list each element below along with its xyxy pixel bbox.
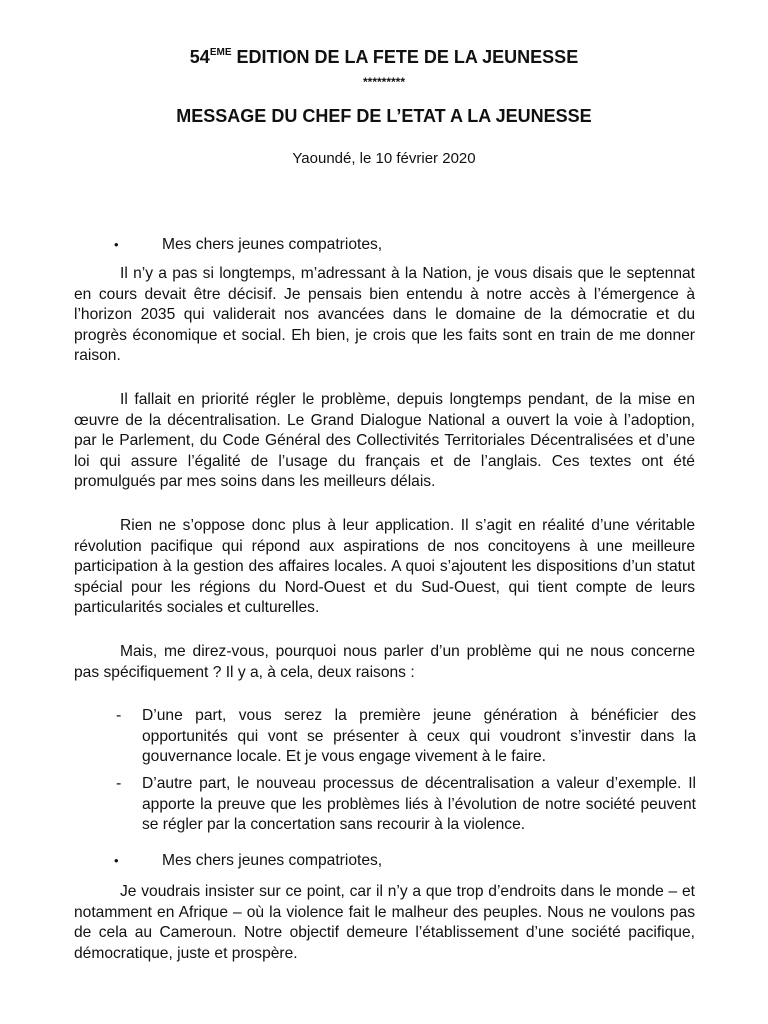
salutation-1-text: Mes chers jeunes compatriotes,: [162, 236, 383, 253]
paragraph-1-text: Il n’y a pas si longtemps, m’adressant à la Nation, je vous disais que le septennat en cours devait être décisif. Je pensais bien entendu à notre accès à l’émergence à l’horizon 2035 qui validerait nos avancées dans le domaine de la démocratie et du progrès économique et social. Eh bien, je crois que les faits sont en train de me donner raison.: [74, 265, 695, 364]
dateline: Yaoundé, le 10 février 2020: [292, 150, 476, 167]
bullet-icon: •: [114, 237, 119, 252]
dash-list-item-1-text: D’une part, vous serez la première jeune génération à bénéficier des opportunités qui vont se présenter à ceux qui voudront s’investir dans la gouvernance locale. Et je vous engage vivement à le faire.: [142, 707, 696, 765]
document-title: [0, 46, 768, 68]
dash-list-item-2-text: D’autre part, le nouveau processus de décentralisation a valeur d’exemple. Il apporte la preuve que les problèmes liés à l’évolution de notre société peuvent se régler par la concertation sans recourir à la violence.: [142, 775, 696, 833]
paragraph-4-text: Mais, me direz-vous, pourquoi nous parler d’un problème qui ne nous concerne pas spécifiquement ? Il y a, à cela, deux raisons :: [74, 643, 695, 681]
title-number: 54: [189, 47, 210, 67]
paragraph-2-text: Il fallait en priorité régler le problème, depuis longtemps pendant, de la mise en œuvre de la décentralisation. Le Grand Dialogue National a ouvert la voie à l’adoption, par le Parlement, du Code Général des Collectivités Territoriales Décentralisées et d’une loi qui assure l’égalité de l’usage du français et de l’anglais. Ces textes ont été promulgués par mes soins dans les meilleurs délais.: [74, 391, 695, 490]
title-separator: *********: [362, 75, 406, 89]
salutation-1: [114, 235, 382, 255]
paragraph-4: [74, 642, 695, 683]
paragraph-5-text: Je voudrais insister sur ce point, car il n’y a que trop d’endroits dans le monde – et notamment en Afrique – où la violence fait le malheur des peuples. Nous ne voulons pas de cela au Cameroun. Notre objectif demeure l’établissement d’une société pacifique, démocratique, juste et prospère.: [74, 883, 695, 962]
title-ordinal-suffix: EME: [209, 47, 232, 58]
salutation-2: [114, 851, 382, 871]
paragraph-1: [74, 264, 695, 367]
title-rest: EDITION DE LA FETE DE LA JEUNESSE: [231, 47, 579, 67]
paragraph-3: [74, 516, 695, 619]
paragraph-3-text: Rien ne s’oppose donc plus à leur application. Il s’agit en réalité d’une véritable révolution pacifique qui répond aux aspirations de nos concitoyens à une meilleure participation à la gestion des affaires locales. A quoi s’ajoutent les dispositions d’un statut spécial pour les régions du Nord-Ouest et du Sud-Ouest, qui tient compte de leurs particularités sociales et culturelles.: [74, 517, 695, 616]
document-subtitle: MESSAGE DU CHEF DE L’ETAT A LA JEUNESSE: [176, 106, 592, 126]
dash-bullet-icon: -: [116, 775, 122, 792]
paragraph-5: [74, 882, 695, 964]
paragraph-2: [74, 390, 695, 493]
dash-list-item-1: [116, 706, 696, 768]
salutation-2-text: Mes chers jeunes compatriotes,: [162, 852, 383, 869]
bullet-icon: •: [114, 853, 119, 868]
dash-bullet-icon: -: [116, 707, 122, 724]
dash-list-item-2: [116, 774, 696, 836]
